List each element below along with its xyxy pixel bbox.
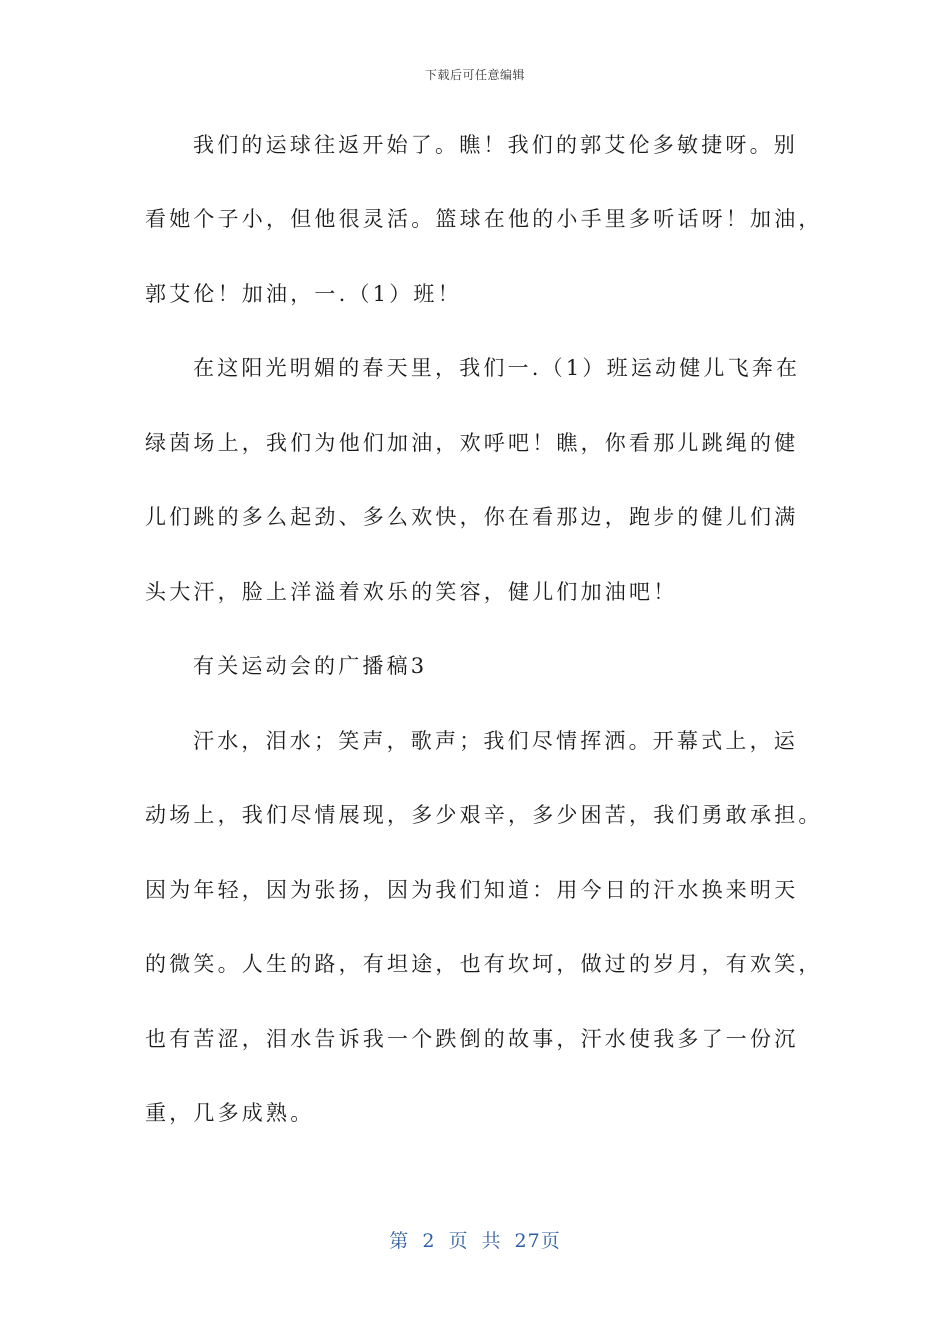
paragraph-line: 在这阳光明媚的春天里，我们一.（1）班运动健儿飞奔在 [193, 356, 801, 380]
page-number: 第 2 页 共 27页 [389, 1230, 561, 1252]
paragraph-line: 我们的运球往返开始了。瞧！我们的郭艾伦多敏捷呀。别 [193, 133, 798, 157]
header-note: 下载后可任意编辑 [424, 68, 525, 82]
paragraph-line: 头大汗，脸上洋溢着欢乐的笑容，健儿们加油吧！ [145, 580, 678, 604]
paragraph-line: 郭艾伦！加油，一.（1）班！ [145, 282, 462, 306]
paragraph-line: 绿茵场上，我们为他们加油，欢呼吧！瞧，你看那儿跳绳的健 [145, 431, 799, 455]
paragraph-line: 看她个子小，但他很灵活。篮球在他的小手里多听话呀！加油， [145, 207, 823, 231]
paragraph-line: 也有苦涩，泪水告诉我一个跌倒的故事，汗水使我多了一份沉 [145, 1027, 799, 1051]
section-heading: 有关运动会的广播稿3 [193, 654, 428, 678]
paragraph-line: 重，几多成熟。 [145, 1101, 315, 1125]
paragraph-line: 儿们跳的多么起劲、多么欢快，你在看那边，跑步的健儿们满 [145, 505, 799, 529]
paragraph-line: 因为年轻，因为张扬，因为我们知道：用今日的汗水换来明天 [145, 878, 799, 902]
paragraph-line: 汗水，泪水；笑声，歌声；我们尽情挥洒。开幕式上，运 [193, 729, 798, 753]
paragraph-line: 的微笑。人生的路，有坦途，也有坎坷，做过的岁月，有欢笑， [145, 952, 823, 976]
paragraph-line: 动场上，我们尽情展现，多少艰辛，多少困苦，我们勇敢承担。 [145, 803, 823, 827]
